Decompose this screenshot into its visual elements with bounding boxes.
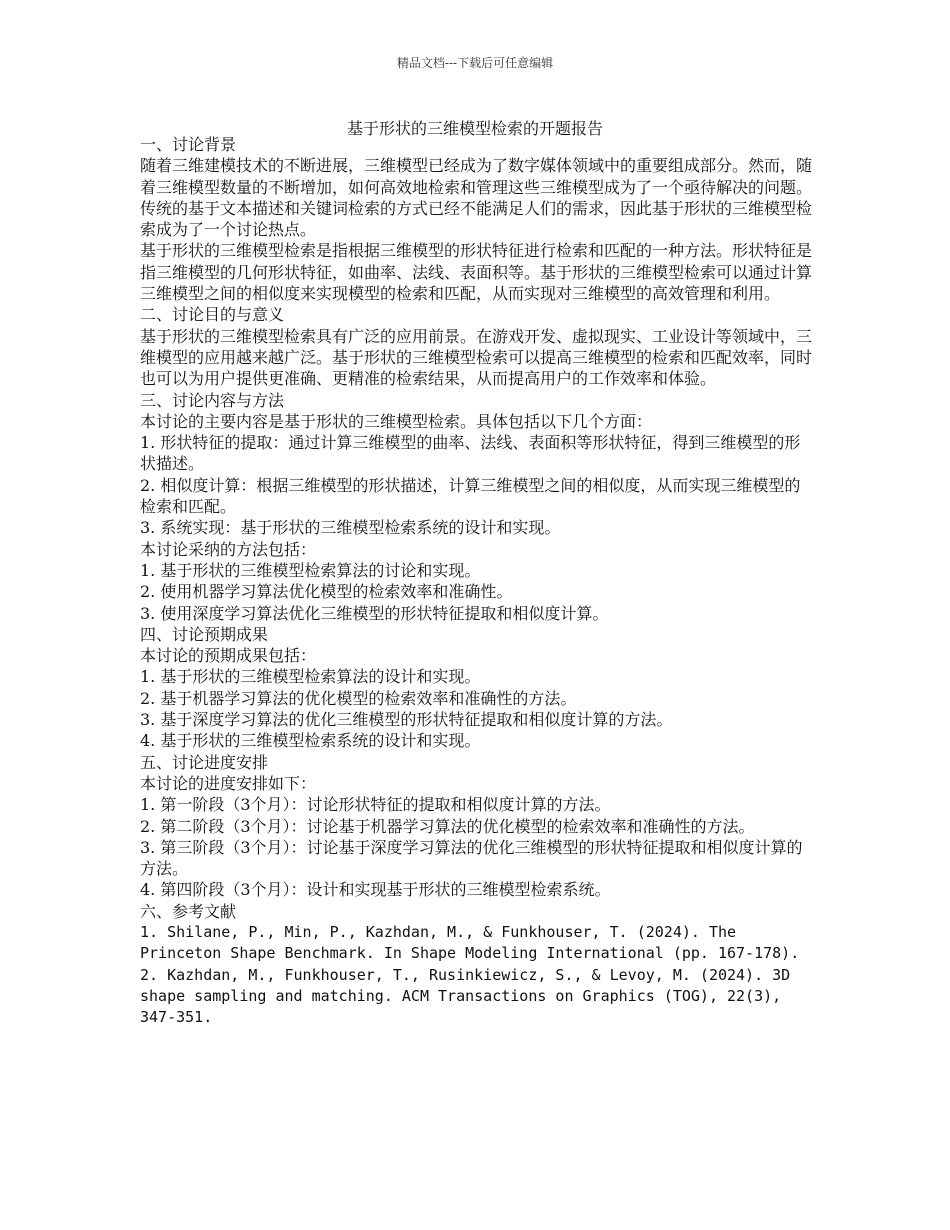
paragraph: 本讨论采纳的方法包括： <box>140 539 317 559</box>
list-item: 4. 基于形状的三维模型检索系统的设计和实现。 <box>140 731 481 751</box>
list-item: 3. 基于深度学习算法的优化三维模型的形状特征提取和相似度计算的方法。 <box>140 710 673 730</box>
list-item: 1. 第一阶段（3个月）：讨论形状特征的提取和相似度计算的方法。 <box>140 795 611 815</box>
document-body <box>140 134 816 1028</box>
list-item: 2. 基于机器学习算法的优化模型的检索效率和准确性的方法。 <box>140 688 577 708</box>
paragraph: 基于形状的三维模型检索是指根据三维模型的形状特征进行检索和匹配的一种方法。形状特征是指三维模型的几何形状特征，如曲率、法线、表面积等。基于形状的三维模型检索可以通过计算三维模型之间的相似度来实现模型的检索和匹配，从而实现对三维模型的高效管理和利用。 <box>140 241 813 304</box>
paragraph: 基于形状的三维模型检索具有广泛的应用前景。在游戏开发、虚拟现实、工业设计等领域中，三维模型的应用越来越广泛。基于形状的三维模型检索可以提高三维模型的检索和匹配效率，同时也可以为用户提供更准确、更精准的检索结果，从而提高用户的工作效率和体验。 <box>140 326 813 389</box>
page-header: 精品文档---下载后可任意编辑 <box>396 56 554 70</box>
section-heading: 二、讨论目的与意义 <box>140 305 285 325</box>
section-heading: 三、讨论内容与方法 <box>140 390 285 410</box>
list-item: 1. 形状特征的提取：通过计算三维模型的曲率、法线、表面积等形状特征，得到三维模型的形状描述。 <box>140 433 801 474</box>
section-heading: 一、讨论背景 <box>140 135 237 154</box>
paragraph: 本讨论的进度安排如下： <box>140 773 317 793</box>
list-item: 1. 基于形状的三维模型检索算法的设计和实现。 <box>140 667 481 687</box>
document-title: 基于形状的三维模型检索的开题报告 <box>346 119 603 138</box>
list-item: 2. 使用机器学习算法优化模型的检索效率和准确性。 <box>140 582 513 602</box>
paragraph: 本讨论的预期成果包括： <box>140 646 317 666</box>
list-item: 2. 相似度计算：根据三维模型的形状描述，计算三维模型之间的相似度，从而实现三维模型的检索和匹配。 <box>140 475 801 517</box>
list-item: 3. 使用深度学习算法优化三维模型的形状特征提取和相似度计算。 <box>140 603 609 623</box>
paragraph: 本讨论的主要内容是基于形状的三维模型检索。具体包括以下几个方面： <box>140 411 653 431</box>
reference-item: 2. Kazhdan, M., Funkhouser, T., Rusinkiewicz, S., & Levoy, M. (2024). 3D shape sampling and matching. ACM Transactions on Graphics (TOG), 22(3), 347-351. <box>140 965 791 1027</box>
paragraph: 随着三维建模技术的不断进展，三维模型已经成为了数字媒体领域中的重要组成部分。然而，随着三维模型数量的不断增加，如何高效地检索和管理这些三维模型成为了一个亟待解决的问题。传统的基于文本描述和关键词检索的方式已经不能满足人们的需求，因此基于形状的三维模型检索成为了一个讨论热点。 <box>140 156 813 240</box>
list-item: 1. 基于形状的三维模型检索算法的讨论和实现。 <box>140 560 481 580</box>
list-item: 2. 第二阶段（3个月）：讨论基于机器学习算法的优化模型的检索效率和准确性的方法。 <box>140 816 755 836</box>
section-heading: 六、参考文献 <box>140 901 237 921</box>
reference-item: 1. Shilane, P., Min, P., Kazhdan, M., & Funkhouser, T. (2024). The Princeton Shape Benchmark. In Shape Modeling International (pp. 167-178). <box>140 922 800 963</box>
list-item: 4. 第四阶段（3个月）：设计和实现基于形状的三维模型检索系统。 <box>140 880 611 900</box>
section-heading: 四、讨论预期成果 <box>140 624 269 644</box>
list-item: 3. 第三阶段（3个月）：讨论基于深度学习算法的优化三维模型的形状特征提取和相似度计算的方法。 <box>140 837 803 879</box>
section-heading: 五、讨论进度安排 <box>140 752 269 772</box>
list-item: 3. 系统实现：基于形状的三维模型检索系统的设计和实现。 <box>140 518 561 538</box>
